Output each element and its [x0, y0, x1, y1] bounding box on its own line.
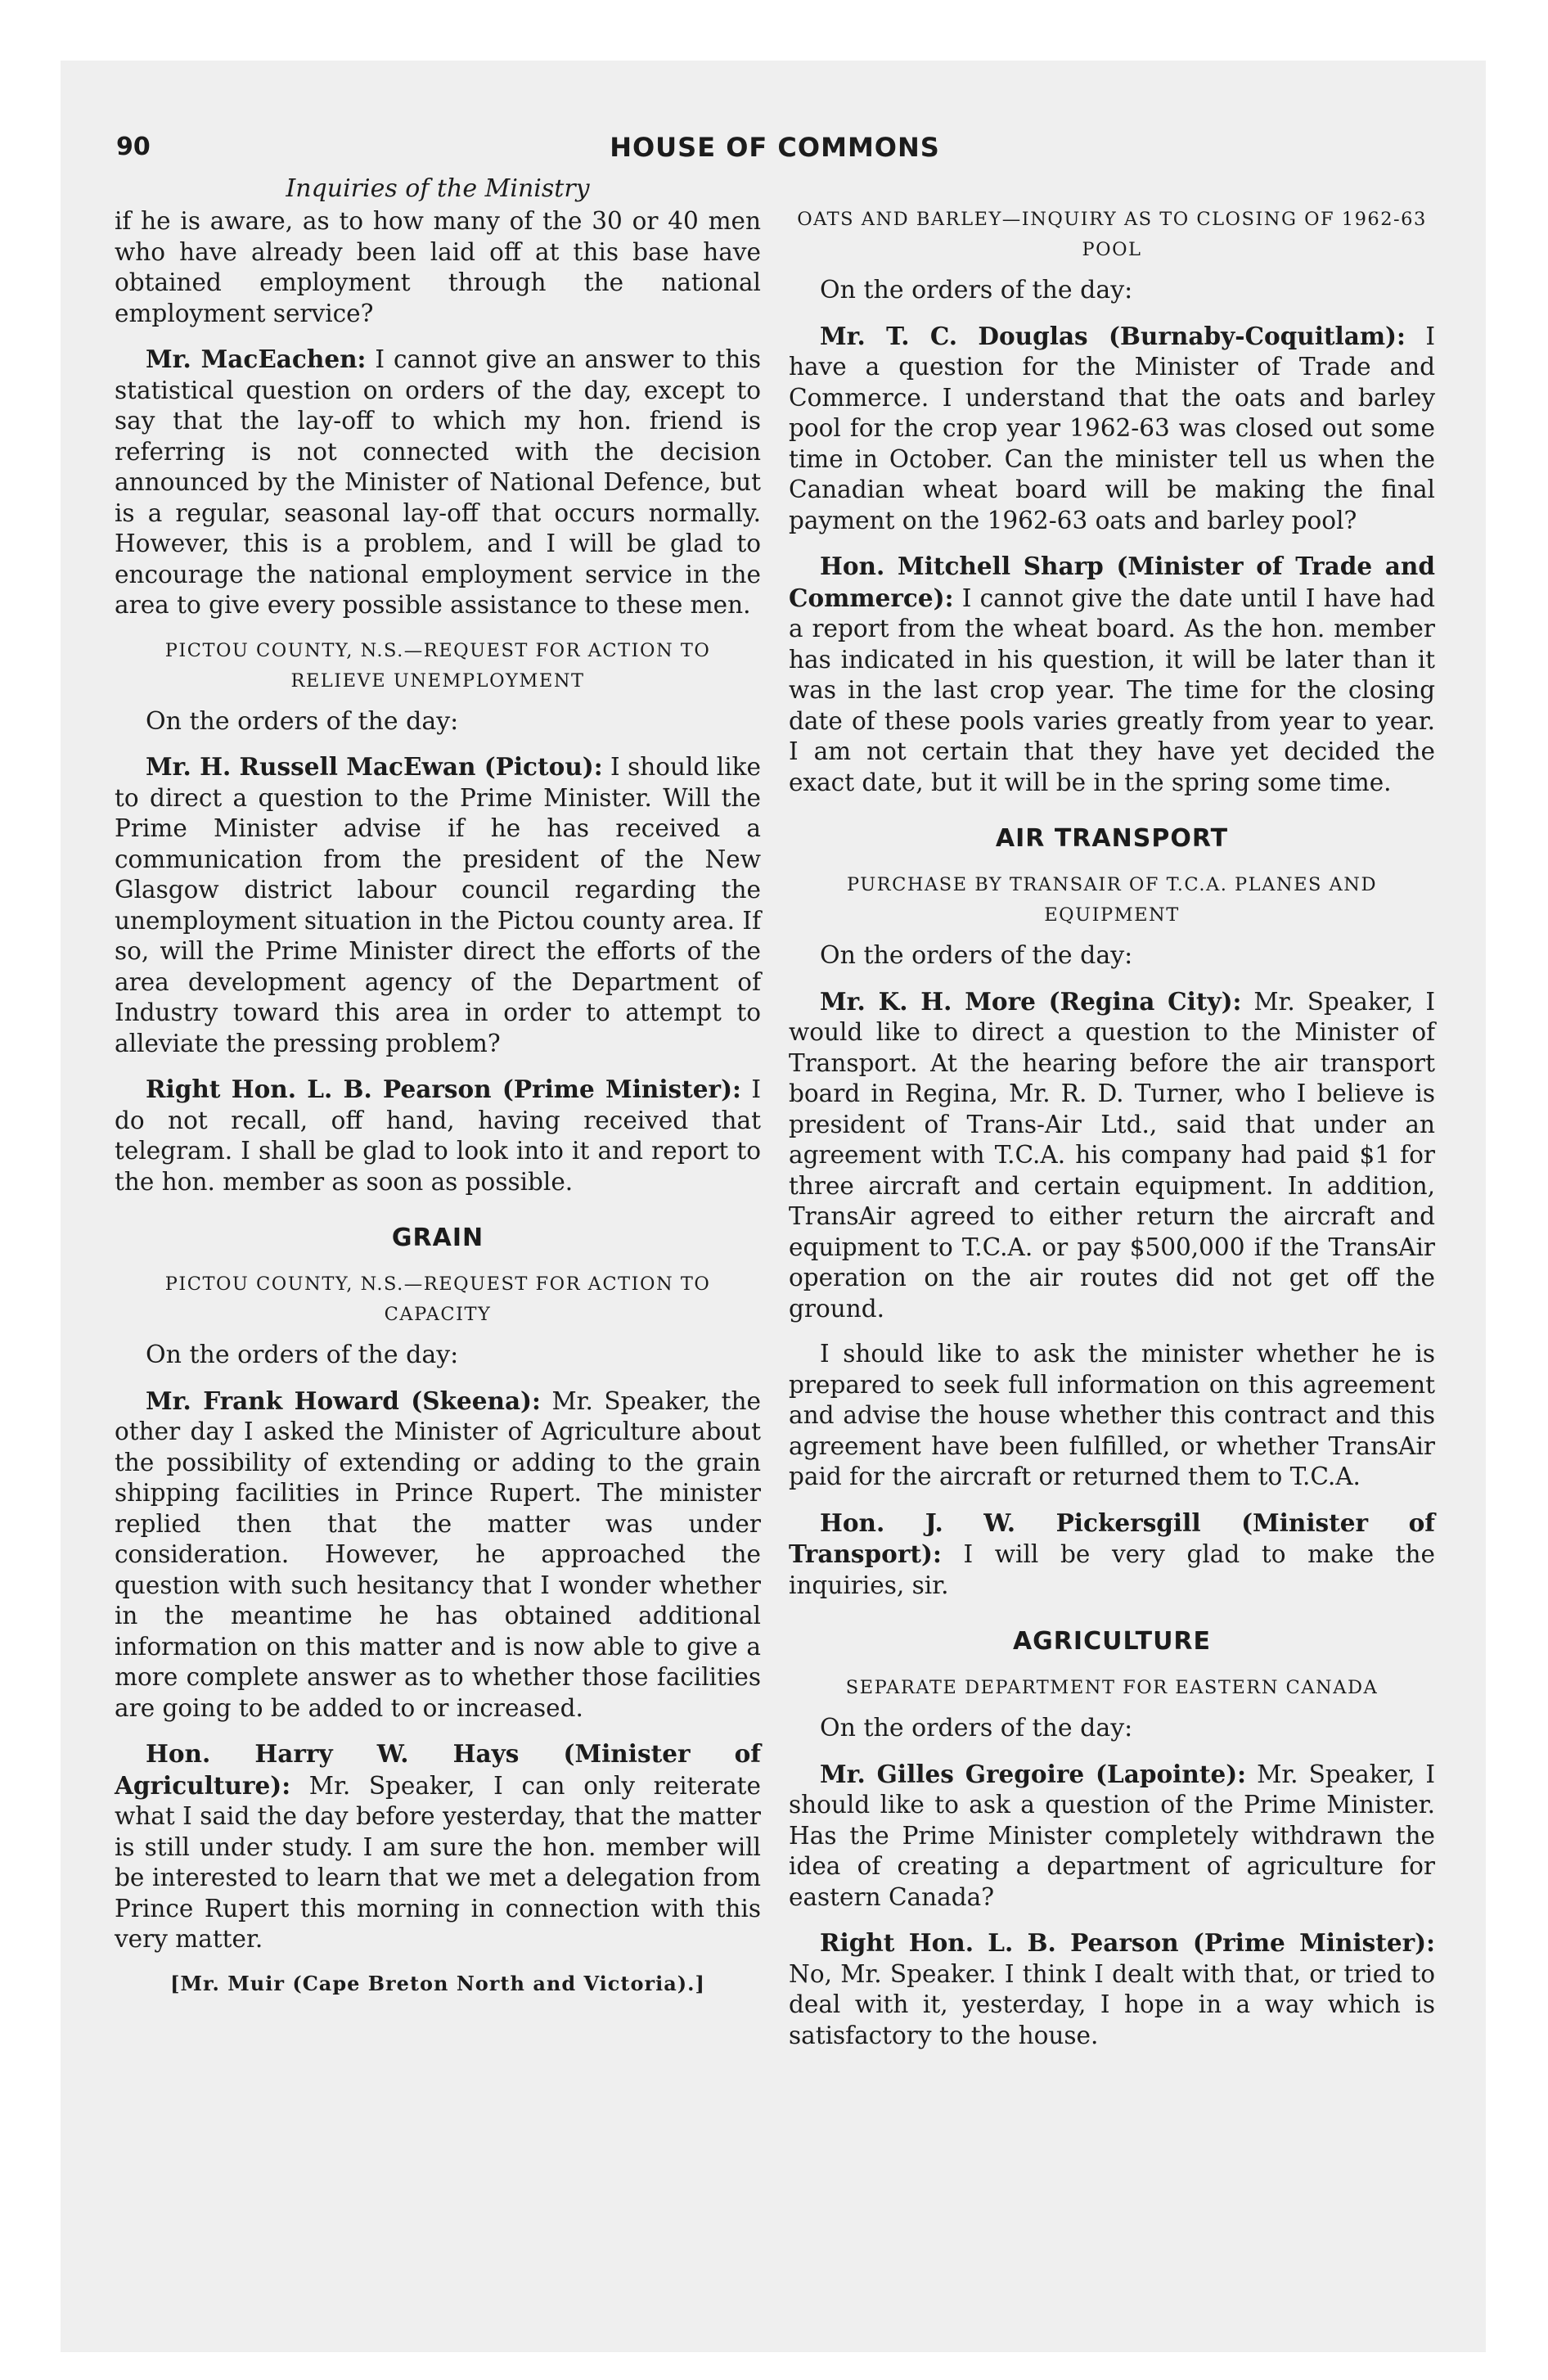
- section-heading: GRAIN: [391, 1224, 484, 1252]
- paragraph: [789, 1508, 1435, 1602]
- page-footer: [Mr. Muir (Cape Breton North and Victoria).]: [170, 1971, 705, 1995]
- speaker-name: Hon. Mitchell Sharp (Minister of Trade and Commerce):: [789, 552, 1435, 612]
- paragraph: [789, 551, 1435, 798]
- paragraph: [115, 751, 761, 1059]
- speech-text: I cannot give the date until I have had a report from the wheat board. As the hon. member has indicated in his question, it will be later than it was in the last crop year. The time for the closing date of these pools varies greatly from year to year. I am not certain that they have yet decided the exact date, but it will be in the spring some time.: [789, 584, 1435, 796]
- paragraph: [789, 1927, 1435, 2051]
- paragraph: [789, 321, 1435, 537]
- speaker-name: Mr. H. Russell MacEwan (Pictou):: [146, 752, 603, 781]
- page-header: [116, 131, 1433, 174]
- speaker-name: Hon. Harry W. Hays (Minister of Agriculture):: [115, 1739, 761, 1800]
- orders-of-day: On the orders of the day:: [820, 1714, 1133, 1742]
- speaker-name: Right Hon. L. B. Pearson (Prime Minister):: [820, 1928, 1435, 1957]
- subheading: PICTOU COUNTY, N.S.—REQUEST FOR ACTION TO CAPACITY: [164, 1273, 711, 1325]
- orders-of-day: On the orders of the day:: [820, 941, 1133, 970]
- running-title: HOUSE OF COMMONS: [610, 132, 940, 163]
- subheading: PURCHASE BY TRANSAIR OF T.C.A. PLANES AND EQUIPMENT: [846, 874, 1378, 926]
- speech-text: Mr. Speaker, I would like to direct a question to the Minister of Transport. At the hearing before the air transport board in Regina, Mr. R. D. Turner, who I believe is president of Trans-Air Ltd., said that under an agreement with T.C.A. his company had paid $1 for three aircraft and certain equipment. In addition, TransAir agreed to either return the aircraft and equipment to T.C.A. or pay $500,000 if the TransAir operation on the air routes did not get off the ground.: [789, 987, 1435, 1323]
- orders-of-day: On the orders of the day:: [820, 276, 1133, 304]
- page-number: 90: [116, 133, 151, 161]
- speech-text: I will be very glad to make the inquiries, sir.: [789, 1540, 1435, 1599]
- paragraph: [115, 344, 761, 621]
- speech-text: No, Mr. Speaker. I think I dealt with that, or tried to deal with it, yesterday, I hope in a way which is satisfactory to the house.: [789, 1959, 1435, 2049]
- paragraph: I should like to ask the minister whether he is prepared to seek full information on this agreement and advise the house whether this contract and this agreement have been fulfilled, or whether TransAir paid for the aircraft or returned them to T.C.A.: [789, 1340, 1435, 1490]
- speech-text: I do not recall, off hand, having received that telegram. I shall be glad to look into it and report to the hon. member as soon as possible.: [115, 1075, 761, 1196]
- speech-text: I should like to direct a question to the Prime Minister. Will the Prime Minister advise if he has received a communication from the president of the New Glasgow district labour council regarding the unemployment situation in the Pictou county area. If so, will the Prime Minister direct the efforts of the area development agency of the Department of Industry toward this area in order to attempt to alleviate the pressing problem?: [115, 753, 761, 1057]
- paragraph: [115, 1738, 761, 1955]
- paragraph: [789, 1759, 1435, 1913]
- subheading: OATS AND BARLEY—INQUIRY AS TO CLOSING OF 1962-63 POOL: [797, 209, 1427, 260]
- speech-text: Mr. Speaker, I should like to ask a question of the Prime Minister. Has the Prime Minister completely withdrawn the idea of creating a department of agriculture for eastern Canada?: [789, 1760, 1435, 1911]
- speaker-name: Right Hon. L. B. Pearson (Prime Minister):: [146, 1075, 741, 1103]
- paragraph: [789, 986, 1435, 1325]
- speaker-name: Hon. J. W. Pickersgill (Minister of Transport):: [789, 1508, 1435, 1568]
- speaker-name: Mr. K. H. More (Regina City):: [820, 986, 1242, 1016]
- speaker-name: Mr. Frank Howard (Skeena):: [146, 1386, 541, 1415]
- speaker-name: Mr. T. C. Douglas (Burnaby-Coquitlam):: [820, 321, 1406, 350]
- orders-of-day: On the orders of the day:: [146, 706, 459, 736]
- section-heading: AGRICULTURE: [1012, 1627, 1212, 1656]
- right-column: [789, 205, 1435, 2066]
- speech-text: Mr. Speaker, I can only reiterate what I said the day before yesterday, that the matter is still under study. I am sure the hon. member will be interested to learn that we met a delegation from Prince Rupert this morning in connection with this very matter.: [115, 1771, 761, 1953]
- speaker-name: Mr. MacEachen:: [146, 345, 367, 373]
- paragraph: [115, 1074, 761, 1197]
- section-heading: AIR TRANSPORT: [995, 824, 1229, 853]
- left-column: [115, 174, 761, 1998]
- paragraph: [115, 1386, 761, 1724]
- subheading: PICTOU COUNTY, N.S.—REQUEST FOR ACTION TO RELIEVE UNEMPLOYMENT: [164, 639, 711, 692]
- section-subtitle: Inquiries of the Ministry: [286, 174, 590, 203]
- subheading: SEPARATE DEPARTMENT FOR EASTERN CANADA: [845, 1677, 1379, 1698]
- speech-text: I cannot give an answer to this statistical question on orders of the day, except to say that the lay-off to which my hon. friend is referring is not connected with the decision announced by the Minister of National Defence, but is a regular, seasonal lay-off that occurs normally. However, this is a problem, and I will be glad to encourage the national employment service in the area to give every possible assistance to these men.: [115, 345, 761, 619]
- paragraph: if he is aware, as to how many of the 30 or 40 men who have already been laid off at this base have obtained employment through the national employment service?: [115, 207, 761, 327]
- orders-of-day: On the orders of the day:: [146, 1341, 459, 1369]
- speaker-name: Mr. Gilles Gregoire (Lapointe):: [820, 1759, 1247, 1788]
- speech-text: Mr. Speaker, the other day I asked the Minister of Agriculture about the possibility of extending or adding to the grain shipping facilities in Prince Rupert. The minister replied then that the matter was under consideration. However, he approached the question with such hesitancy that I wonder whether in the meantime he has obtained additional information on this matter and is now able to give a more complete answer as to whether those facilities are going to be added to or increased.: [115, 1386, 761, 1722]
- speech-text: I have a question for the Minister of Trade and Commerce. I understand that the oats and barley pool for the crop year 1962-63 was closed out some time in October. Can the minister tell us when the Canadian wheat board will be making the final payment on the 1962-63 oats and barley pool?: [789, 322, 1435, 534]
